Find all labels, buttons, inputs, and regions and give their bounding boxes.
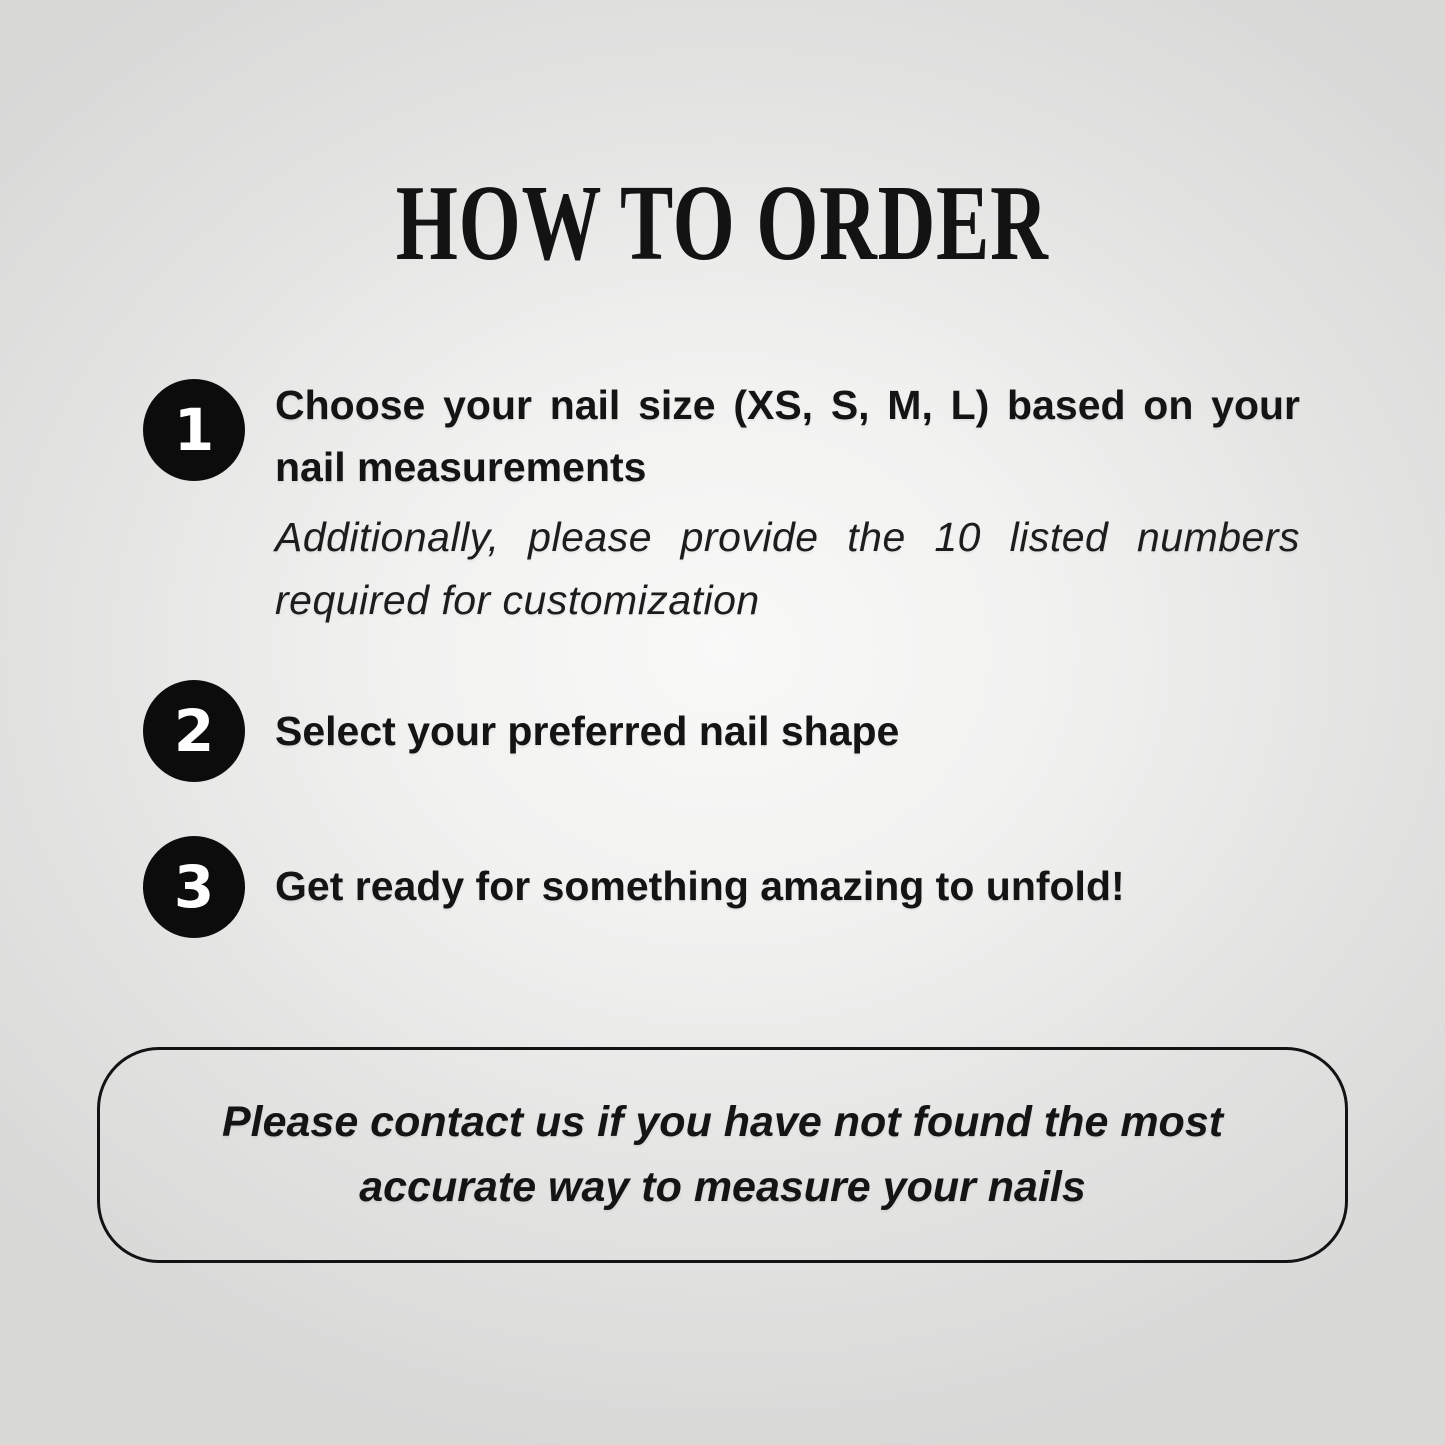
step-3-number: 3 <box>173 853 215 921</box>
step-2-label: Select your preferred nail shape <box>275 708 900 754</box>
contact-note-box <box>97 1047 1348 1263</box>
step-1-note: Additionally, please provide the 10 listed numbers required for customization <box>275 514 1300 623</box>
step-1-label: Choose your nail size (XS, S, M, L) based on your nail measurements <box>275 382 1300 490</box>
contact-note-text: Please contact us if you have not found the most accurate way to measure your nails <box>221 1098 1224 1211</box>
step-3-label: Get ready for something amazing to unfold! <box>275 863 1125 909</box>
page-title-text: HOW TO ORDER <box>396 164 1049 283</box>
step-1-number: 1 <box>173 396 215 464</box>
step-2-badge <box>143 680 245 782</box>
page-title <box>0 165 1445 284</box>
step-1-badge <box>143 379 245 481</box>
step-3-badge <box>143 836 245 938</box>
step-2-number: 2 <box>173 697 215 765</box>
